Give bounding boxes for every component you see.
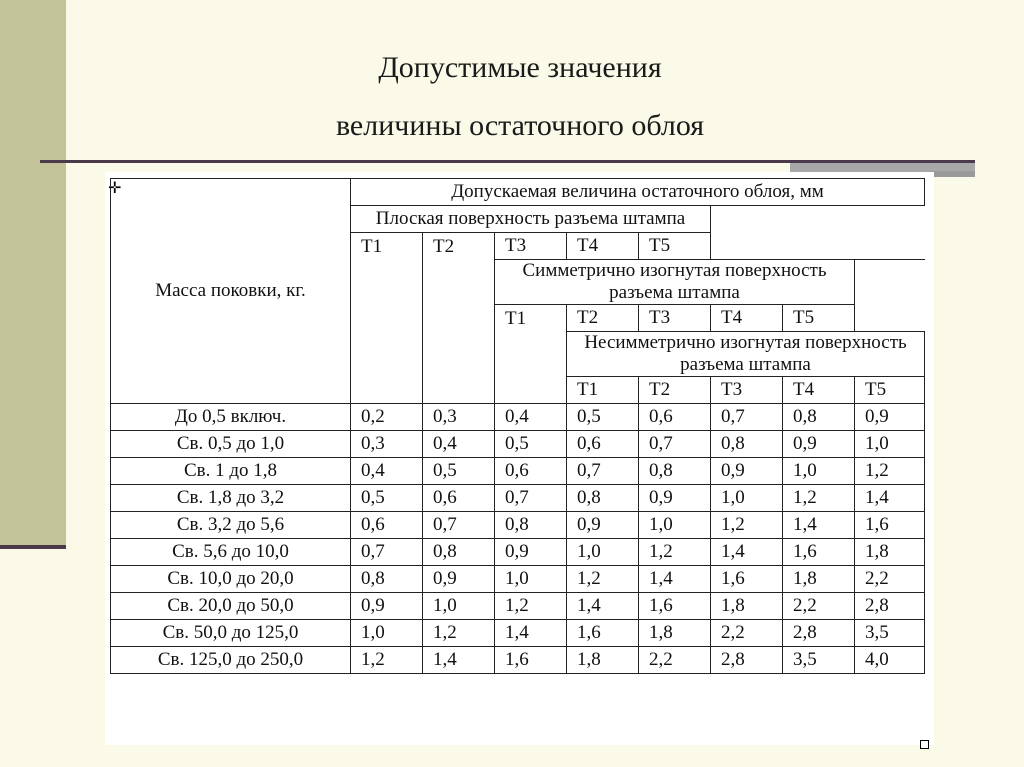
slide-title-line1: Допустимые значения xyxy=(378,51,662,84)
value-cell: 1,0 xyxy=(567,539,639,566)
g3-t5: T5 xyxy=(855,377,925,404)
value-cell: 1,2 xyxy=(495,593,567,620)
value-cell: 0,7 xyxy=(567,458,639,485)
table-move-handle-icon[interactable]: ✛ xyxy=(108,178,122,197)
value-cell: 1,2 xyxy=(423,620,495,647)
value-cell: 1,4 xyxy=(639,566,711,593)
value-cell: 1,2 xyxy=(639,539,711,566)
value-cell: 0,8 xyxy=(711,431,783,458)
value-cell: 1,2 xyxy=(855,458,925,485)
value-cell: 1,0 xyxy=(423,593,495,620)
value-cell: 0,2 xyxy=(351,404,423,431)
g1-t3: T3 xyxy=(495,233,567,260)
value-cell: 1,6 xyxy=(711,566,783,593)
value-cell: 0,5 xyxy=(495,431,567,458)
table-row xyxy=(111,647,925,674)
value-cell: 1,8 xyxy=(567,647,639,674)
g3-t1: T1 xyxy=(567,377,639,404)
value-cell: 1,8 xyxy=(711,593,783,620)
table-row xyxy=(111,431,925,458)
value-cell: 1,0 xyxy=(783,458,855,485)
value-cell: 0,4 xyxy=(423,431,495,458)
table-row xyxy=(111,566,925,593)
value-cell: 0,7 xyxy=(639,431,711,458)
table-row xyxy=(111,485,925,512)
g1-t1: T1 xyxy=(351,233,423,404)
value-cell: 0,6 xyxy=(567,431,639,458)
value-cell: 0,9 xyxy=(567,512,639,539)
mass-range-cell: До 0,5 включ. xyxy=(111,404,351,431)
value-cell: 0,8 xyxy=(783,404,855,431)
value-cell: 3,5 xyxy=(855,620,925,647)
value-cell: 1,4 xyxy=(855,485,925,512)
flash-tolerance-table xyxy=(110,178,925,674)
mass-header: Масса поковки, кг. xyxy=(111,179,351,404)
value-cell: 3,5 xyxy=(783,647,855,674)
mass-range-cell: Св. 125,0 до 250,0 xyxy=(111,647,351,674)
value-cell: 1,2 xyxy=(567,566,639,593)
g2-t5: T5 xyxy=(783,305,855,332)
value-cell: 0,7 xyxy=(711,404,783,431)
value-cell: 0,5 xyxy=(351,485,423,512)
value-cell: 1,6 xyxy=(855,512,925,539)
value-cell: 0,9 xyxy=(783,431,855,458)
mass-range-cell: Св. 50,0 до 125,0 xyxy=(111,620,351,647)
value-cell: 1,6 xyxy=(783,539,855,566)
mass-range-cell: Св. 10,0 до 20,0 xyxy=(111,566,351,593)
value-cell: 2,2 xyxy=(855,566,925,593)
group1-header: Плоская поверхность разъема штампа xyxy=(351,206,711,233)
value-cell: 0,4 xyxy=(351,458,423,485)
mass-range-cell: Св. 20,0 до 50,0 xyxy=(111,593,351,620)
g3-t4: T4 xyxy=(783,377,855,404)
value-cell: 0,9 xyxy=(855,404,925,431)
slide-title-line2: величины остаточного облоя xyxy=(335,109,705,142)
mass-range-cell: Св. 1 до 1,8 xyxy=(111,458,351,485)
value-cell: 0,8 xyxy=(495,512,567,539)
value-cell: 0,8 xyxy=(567,485,639,512)
value-cell: 0,8 xyxy=(351,566,423,593)
empty-header-cell xyxy=(711,206,925,260)
table-row xyxy=(111,404,925,431)
g1-t4: T4 xyxy=(567,233,639,260)
g1-t2: T2 xyxy=(423,233,495,404)
value-cell: 1,0 xyxy=(855,431,925,458)
group3-header: Несимметрично изогнутая поверхность разъема штампа xyxy=(567,332,925,377)
value-cell: 0,3 xyxy=(351,431,423,458)
g3-t3: T3 xyxy=(711,377,783,404)
left-decor-band xyxy=(0,0,66,548)
title-divider-shadow-2 xyxy=(930,171,975,177)
value-cell: 1,6 xyxy=(639,593,711,620)
table-row xyxy=(111,539,925,566)
value-cell: 0,6 xyxy=(495,458,567,485)
value-cell: 1,4 xyxy=(783,512,855,539)
g2-t4: T4 xyxy=(711,305,783,332)
value-cell: 2,8 xyxy=(855,593,925,620)
table-body xyxy=(111,404,925,674)
value-cell: 0,6 xyxy=(639,404,711,431)
value-cell: 2,2 xyxy=(711,620,783,647)
value-cell: 0,4 xyxy=(495,404,567,431)
value-cell: 0,9 xyxy=(711,458,783,485)
value-cell: 1,8 xyxy=(855,539,925,566)
value-cell: 1,8 xyxy=(639,620,711,647)
value-cell: 1,2 xyxy=(711,512,783,539)
g3-t2: T2 xyxy=(639,377,711,404)
table-resize-handle[interactable] xyxy=(920,740,929,749)
value-cell: 0,9 xyxy=(639,485,711,512)
value-cell: 2,8 xyxy=(711,647,783,674)
value-cell: 1,6 xyxy=(495,647,567,674)
value-cell: 1,6 xyxy=(567,620,639,647)
top-header: Допускаемая величина остаточного облоя, мм xyxy=(351,179,925,206)
g1-t5: T5 xyxy=(639,233,711,260)
value-cell: 1,4 xyxy=(423,647,495,674)
value-cell: 0,5 xyxy=(423,458,495,485)
value-cell: 0,9 xyxy=(351,593,423,620)
value-cell: 1,4 xyxy=(711,539,783,566)
mass-range-cell: Св. 5,6 до 10,0 xyxy=(111,539,351,566)
value-cell: 0,7 xyxy=(495,485,567,512)
value-cell: 0,3 xyxy=(423,404,495,431)
value-cell: 1,4 xyxy=(495,620,567,647)
g2-t2: T2 xyxy=(567,305,639,332)
table-row xyxy=(111,620,925,647)
value-cell: 0,6 xyxy=(423,485,495,512)
value-cell: 2,2 xyxy=(783,593,855,620)
value-cell: 4,0 xyxy=(855,647,925,674)
value-cell: 1,0 xyxy=(711,485,783,512)
g2-t1: T1 xyxy=(495,305,567,404)
value-cell: 0,6 xyxy=(351,512,423,539)
value-cell: 1,0 xyxy=(639,512,711,539)
value-cell: 0,7 xyxy=(423,512,495,539)
value-cell: 1,0 xyxy=(495,566,567,593)
left-decor-line xyxy=(0,545,66,549)
value-cell: 2,8 xyxy=(783,620,855,647)
value-cell: 0,5 xyxy=(567,404,639,431)
group2-header: Симметрично изогнутая поверхность разъема штампа xyxy=(495,260,855,305)
value-cell: 1,2 xyxy=(351,647,423,674)
g2-t3: T3 xyxy=(639,305,711,332)
value-cell: 0,7 xyxy=(351,539,423,566)
table-row xyxy=(111,458,925,485)
value-cell: 1,4 xyxy=(567,593,639,620)
value-cell: 0,9 xyxy=(423,566,495,593)
value-cell: 1,0 xyxy=(351,620,423,647)
value-cell: 0,8 xyxy=(423,539,495,566)
mass-range-cell: Св. 1,8 до 3,2 xyxy=(111,485,351,512)
table-row xyxy=(111,512,925,539)
value-cell: 1,2 xyxy=(783,485,855,512)
value-cell: 2,2 xyxy=(639,647,711,674)
table-row xyxy=(111,593,925,620)
value-cell: 0,8 xyxy=(639,458,711,485)
value-cell: 1,8 xyxy=(783,566,855,593)
mass-range-cell: Св. 3,2 до 5,6 xyxy=(111,512,351,539)
empty-header-cell-2 xyxy=(855,260,925,332)
mass-range-cell: Св. 0,5 до 1,0 xyxy=(111,431,351,458)
value-cell: 0,9 xyxy=(495,539,567,566)
